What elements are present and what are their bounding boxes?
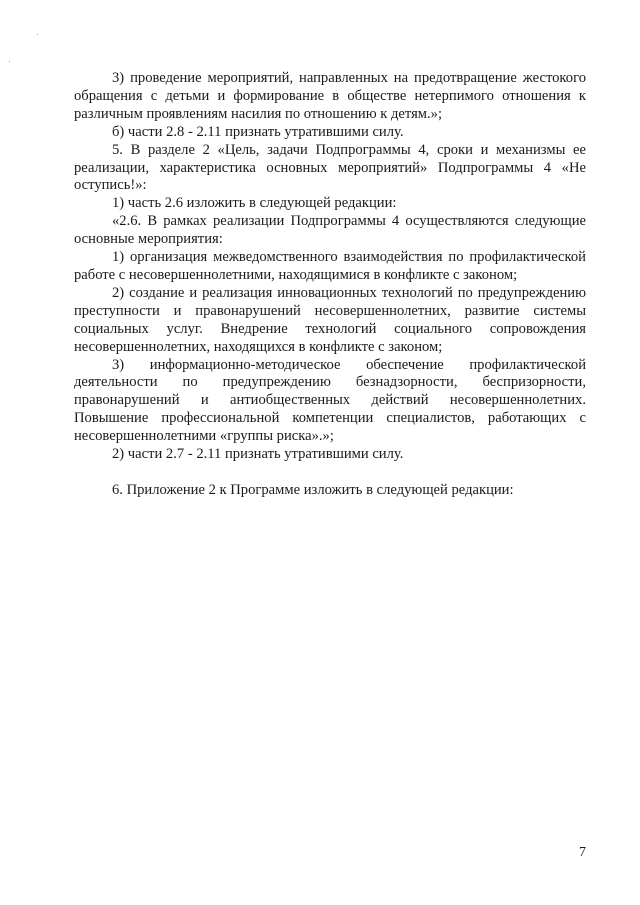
paragraph-gap: [74, 464, 586, 482]
paragraph-measure-1: 1) организация межведомственного взаимодействия по профилактической работе с несовершеннолетними, находящимися в конфликте с законом;: [74, 249, 586, 283]
paragraph-measure-3: 3) информационно-методическое обеспечение профилактической деятельности по предупреждению безнадзорности, беспризорности, правонарушений и антиобщественных действий несовершеннолетних. Повышение профессиональной компетенции специалистов, работающих с несовершеннолетними «группы риска».»;: [74, 356, 586, 445]
page-number: 7: [579, 845, 586, 860]
document-body: [74, 70, 586, 500]
paragraph-measure-2: 2) создание и реализация инновационных технологий по предупреждению преступности и правонарушений несовершеннолетних, развитие системы социальных услуг. Внедрение технологий социального сопровождения несовершеннолетних, находящихся в конфликте с законом;: [74, 284, 586, 355]
scan-artifact: [9, 61, 10, 62]
paragraph-item-3-prevention: 3) проведение мероприятий, направленных на предотвращение жестокого обращения с детьми и формирование в обществе нетерпимого отношения к различным проявлениям насилия по отношению к детям.»;: [74, 70, 586, 122]
paragraph-item-2-repeal: 2) части 2.7 - 2.11 признать утратившими силу.: [112, 446, 404, 463]
paragraph-item-1-part-2-6: 1) часть 2.6 изложить в следующей редакции:: [112, 195, 397, 212]
paragraph-section-5: 5. В разделе 2 «Цель, задачи Подпрограммы 4, сроки и механизмы ее реализации, характеристика основных мероприятий» Подпрограммы 4 «Не оступись!»:: [74, 141, 586, 194]
paragraph-2-6-intro: «2.6. В рамках реализации Подпрограммы 4 осуществляются следующие основные мероприятия:: [74, 213, 586, 248]
paragraph-section-6: 6. Приложение 2 к Программе изложить в следующей редакции:: [112, 481, 514, 498]
scan-artifact: [37, 34, 38, 35]
paragraph-item-b-repeal: б) части 2.8 - 2.11 признать утратившими силу.: [112, 123, 404, 140]
